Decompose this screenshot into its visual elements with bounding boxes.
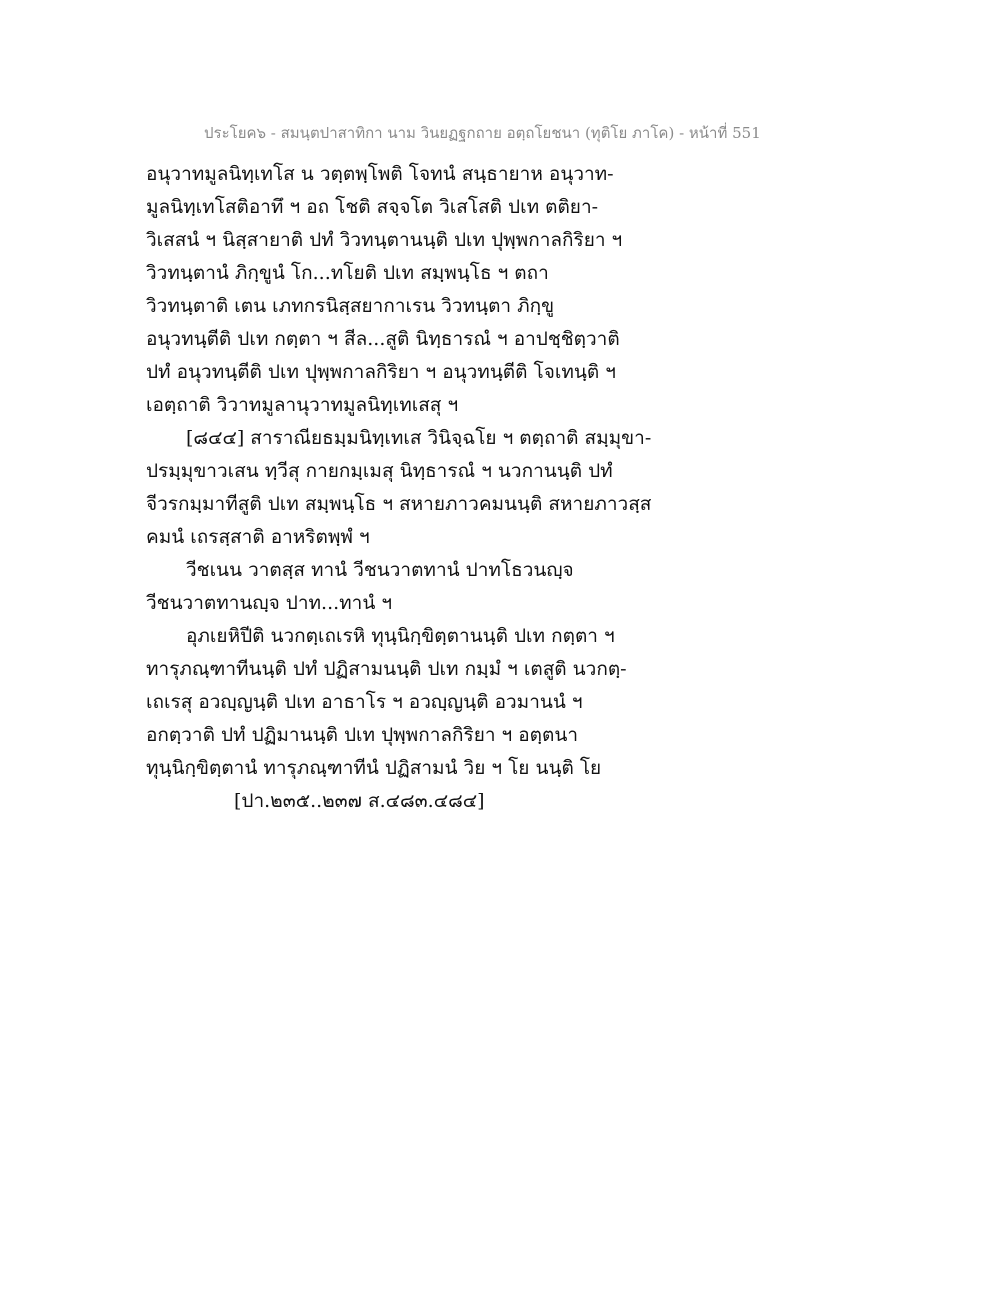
text-line: อกตฺวาติ ปทํ ปฏิมานนฺติ ปเท ปุพฺพกาลกิริยา ฯ อตฺตนา	[146, 724, 579, 746]
text-line: วิวทนฺตานํ ภิกฺขูนํ โก...ทโยติ ปเท สมฺพนฺโธ ฯ ตถา	[146, 262, 549, 284]
text-line: มูลนิทฺเทโสติอาทึ ฯ อถ โชติ สจฺจโต วิเสโสติ ปเท ตติยา-	[146, 196, 599, 218]
paragraph-start-line: [๘๔๔] สาราณียธมฺมนิทฺเทเส วินิจฺฉโย ฯ ตตฺถาติ สมฺมุขา-	[186, 427, 652, 449]
text-line: คมนํ เถรสฺสาติ อาหริตพฺพํ ฯ	[146, 526, 370, 548]
text-line: เอตฺถาติ วิวาทมูลานุวาทมูลนิทฺเทเสสุ ฯ	[146, 394, 459, 416]
reference-citation: [ปา.๒๓๕..๒๓๗ ส.๔๘๓.๔๘๔]	[234, 790, 485, 812]
text-line: อนุวทนฺตีติ ปเท กตฺตา ฯ สีล...สูติ นิทฺธารณํ ฯ อาปชฺชิตฺวาติ	[146, 328, 620, 350]
paragraph-start-line: อุภเยหิปีติ นวกตฺเถเรหิ ทุนฺนิกฺขิตฺตานนฺติ ปเท กตฺตา ฯ	[186, 625, 615, 647]
text-line: ปรมฺมุขาวเสน ทฺวีสุ กายกมฺเมสุ นิทฺธารณํ ฯ นวกานนฺติ ปทํ	[146, 460, 613, 482]
text-line: จีวรกมฺมาทีสูติ ปเท สมฺพนฺโธ ฯ สหายภาวคมนนฺติ สหายภาวสฺส	[146, 493, 652, 515]
running-header: ประโยค๖ - สมนฺตปาสาทิกา นาม วินยฏฐกถาย อตฺถโยชนา (ทุติโย ภาโค) - หน้าที่ 551	[204, 124, 761, 142]
text-line: เถเรสุ อวญฺญนฺติ ปเท อาธาโร ฯ อวญฺญนฺติ อวมานนํ ฯ	[146, 691, 583, 713]
text-line: ทุนฺนิกฺขิตฺตานํ ทารุภณฺฑาทีนํ ปฏิสามนํ วิย ฯ โย นนฺติ โย	[146, 757, 602, 779]
body-text	[146, 158, 666, 818]
text-line: ทารุภณฺฑาทีนนฺติ ปทํ ปฏิสามนนฺติ ปเท กมฺมํ ฯ เตสูติ นวกตฺ-	[146, 658, 627, 680]
text-line: อนุวาทมูลนิทฺเทโส น วตฺตพฺโพติ โจทนํ สนฺธายาห อนุวาท-	[146, 163, 614, 185]
paragraph-start-line: วีชเนน วาตสฺส ทานํ วีชนวาตทานํ ปาทโธวนญฺจ	[186, 559, 574, 581]
text-line: วิเสสนํ ฯ นิสฺสายาติ ปทํ วิวทนฺตานนฺติ ปเท ปุพฺพกาลกิริยา ฯ	[146, 229, 623, 251]
text-line: วีชนวาตทานญฺจ ปาท...ทานํ ฯ	[146, 592, 393, 614]
text-line: วิวทนฺตาติ เตน เภทกรนิสฺสยากาเรน วิวทนฺตา ภิกฺขู	[146, 295, 555, 317]
text-line: ปทํ อนุวทนฺตีติ ปเท ปุพฺพกาลกิริยา ฯ อนุวทนฺตีติ โจเทนฺติ ฯ	[146, 361, 616, 383]
